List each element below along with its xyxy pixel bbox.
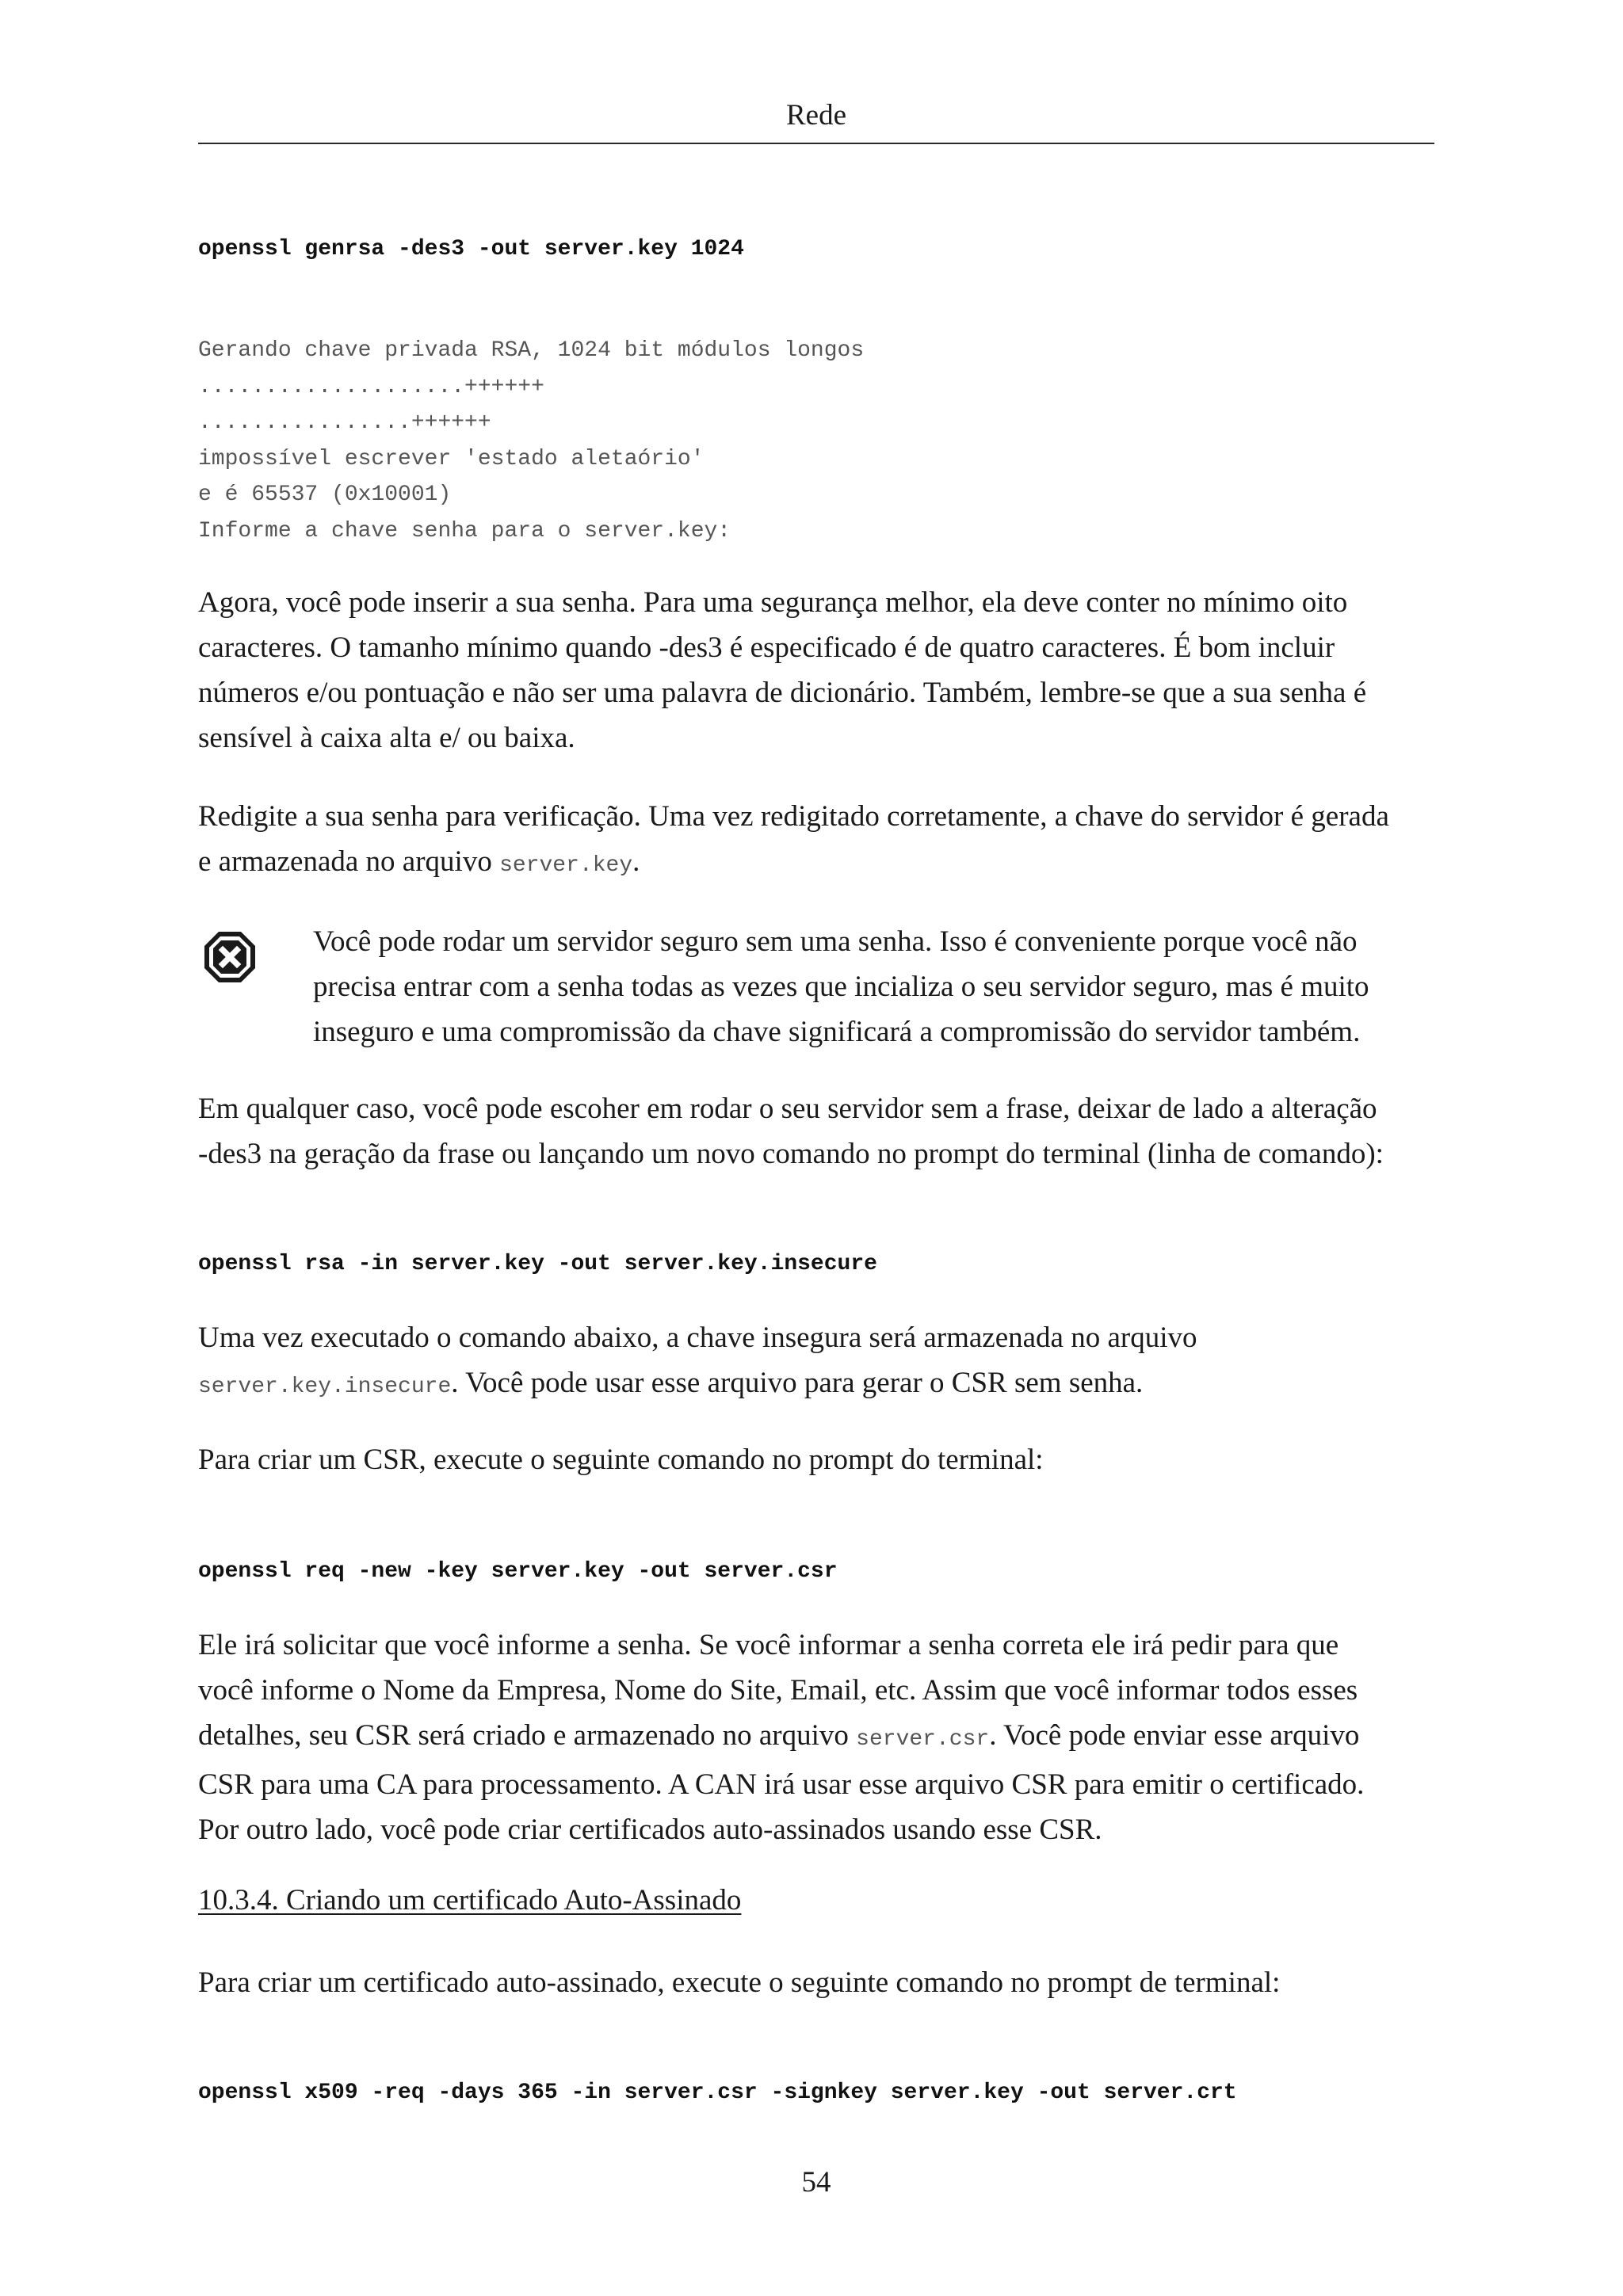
text-line: Por outro lado, você pode criar certificados auto-assinados usando esse CSR. <box>198 1814 1102 1846</box>
text-fragment: e armazenada no arquivo <box>198 845 500 878</box>
output-line: Informe a chave senha para o server.key: <box>198 518 731 543</box>
text-line: Redigite a sua senha para verificação. Uma vez redigitado corretamente, a chave do servidor é gerada <box>198 800 1389 833</box>
text-line: Para criar um certificado auto-assinado, execute o seguinte comando no prompt de terminal: <box>198 1966 1281 1999</box>
inline-code-insecure-key: server.key.insecure <box>198 1375 452 1399</box>
text-line: Você pode rodar um servidor seguro sem uma senha. Isso é conveniente porque você não <box>313 925 1358 958</box>
warning-cross-icon <box>203 930 257 984</box>
paragraph-csr-info <box>198 1623 1434 1852</box>
text-line <box>198 1713 1434 1762</box>
paragraph-create-csr <box>198 1437 1434 1482</box>
text-line: Para criar um CSR, execute o seguinte comando no prompt do terminal: <box>198 1444 1044 1476</box>
text-line: números e/ou pontuação e não ser uma palavra de dicionário. Também, lembre-se que a sua senha é <box>198 677 1367 709</box>
output-line: e é 65537 (0x10001) <box>198 482 452 507</box>
command-req: openssl req -new -key server.key -out server.csr <box>198 1559 838 1584</box>
text-fragment: . Você pode usar esse arquivo para gerar o CSR sem senha. <box>451 1367 1144 1399</box>
output-line: ....................++++++ <box>198 374 544 399</box>
paragraph-retype <box>198 794 1434 888</box>
text-fragment: . Você pode enviar esse arquivo <box>989 1719 1360 1752</box>
output-line: ................++++++ <box>198 410 491 435</box>
text-line: caracteres. O tamanho mínimo quando -des3 é especificado é de quatro caracteres. É bom incluir <box>198 631 1335 664</box>
text-line: Uma vez executado o comando abaixo, a chave insegura será armazenada no arquivo <box>198 1322 1197 1354</box>
output-line: impossível escrever 'estado aletaório' <box>198 446 705 471</box>
text-fragment: . <box>632 845 640 878</box>
document-page <box>198 0 1434 2296</box>
text-line: sensível à caixa alta e/ ou baixa. <box>198 722 575 754</box>
running-header: Rede <box>785 99 847 132</box>
text-line: Ele irá solicitar que você informe a senha. Se você informar a senha correta ele irá pedir para que <box>198 1629 1339 1661</box>
text-line: -des3 na geração da frase ou lançando um novo comando no prompt do terminal (linha de comando): <box>198 1138 1384 1170</box>
page-number: 54 <box>801 2166 831 2199</box>
text-line: CSR para uma CA para processamento. A CAN irá usar esse arquivo CSR para emitir o certificado. <box>198 1768 1365 1801</box>
text-line: inseguro e uma compromissão da chave significará a compromissão do servidor também. <box>313 1016 1361 1048</box>
command-x509: openssl x509 -req -days 365 -in server.csr -signkey server.key -out server.crt <box>198 2081 1237 2105</box>
paragraph-insecure-key <box>198 1315 1434 1409</box>
inline-code-server-key: server.key <box>499 853 633 878</box>
text-line <box>198 839 1434 888</box>
text-line: Em qualquer caso, você pode escoher em rodar o seu servidor sem a frase, deixar de lado a alteração <box>198 1093 1377 1125</box>
paragraph-create-self-signed <box>198 1960 1434 2005</box>
paragraph-passphrase <box>198 580 1434 761</box>
warning-note <box>313 919 1434 1055</box>
text-line <box>198 1360 1434 1409</box>
command-output <box>198 333 864 549</box>
section-heading: 10.3.4. Criando um certificado Auto-Assinado <box>198 1884 742 1917</box>
paragraph-any-case <box>198 1086 1434 1177</box>
text-line: precisa entrar com a senha todas as vezes que incializa o seu servidor seguro, mas é muito <box>313 971 1369 1003</box>
text-fragment: detalhes, seu CSR será criado e armazenado no arquivo <box>198 1719 857 1752</box>
inline-code-server-csr: server.csr <box>856 1727 990 1752</box>
header-rule <box>198 143 1434 144</box>
output-line: Gerando chave privada RSA, 1024 bit módulos longos <box>198 338 865 363</box>
command-genrsa: openssl genrsa -des3 -out server.key 1024 <box>198 237 744 261</box>
command-rsa: openssl rsa -in server.key -out server.key.insecure <box>198 1252 877 1276</box>
text-line: Agora, você pode inserir a sua senha. Para uma segurança melhor, ela deve conter no mínimo oito <box>198 586 1348 619</box>
text-line: você informe o Nome da Empresa, Nome do Site, Email, etc. Assim que você informar todos esses <box>198 1674 1358 1707</box>
